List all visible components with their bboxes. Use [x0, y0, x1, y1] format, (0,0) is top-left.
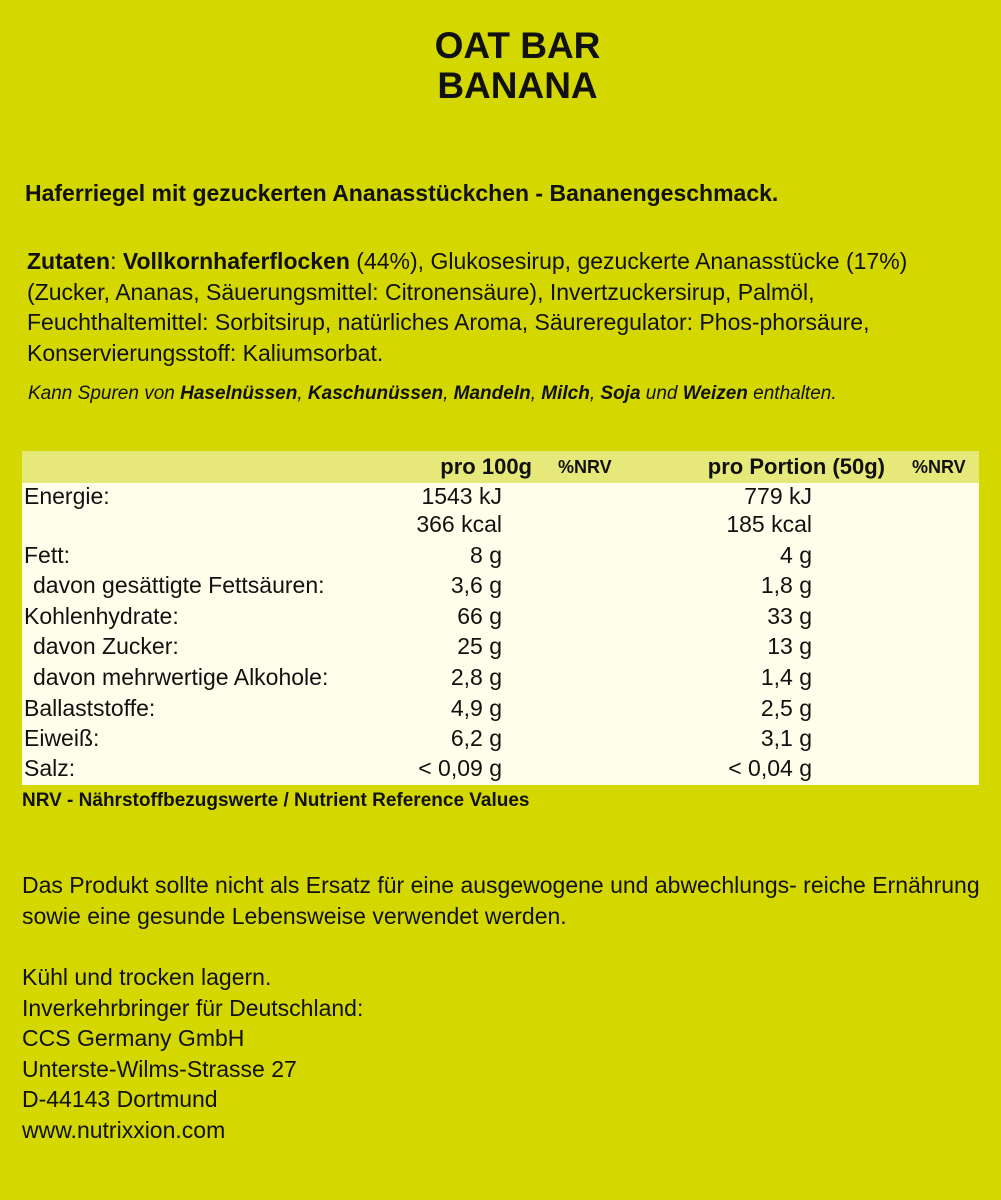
- title-line-2: BANANA: [437, 65, 598, 106]
- nutrient-label: davon Zucker:: [33, 633, 179, 659]
- value-per-100g: 3,6 g: [450, 572, 502, 598]
- ingredients-paragraph: [27, 246, 977, 368]
- allergen-separator: ,: [297, 383, 308, 404]
- company-name: CCS Germany GmbH: [22, 1025, 245, 1051]
- value-per-100g: 4,9 g: [450, 695, 502, 721]
- allergen-and: und: [640, 383, 683, 404]
- table-row: [22, 542, 979, 572]
- storage-instructions: Kühl und trocken lagern.: [22, 964, 272, 990]
- header-per-100g: pro 100g: [440, 454, 532, 479]
- value-per-portion: 779 kJ: [744, 483, 812, 509]
- website-url: www.nutrixxion.com: [22, 1116, 226, 1143]
- header-nrv-per-portion: %NRV: [912, 457, 966, 477]
- value-per-portion: 3,1 g: [760, 725, 812, 751]
- table-row: [22, 483, 979, 513]
- nutrient-label: Energie:: [24, 483, 110, 509]
- header-per-portion: pro Portion (50g): [707, 454, 885, 479]
- value-per-portion: < 0,04 g: [728, 755, 812, 781]
- nutrient-label: Fett:: [24, 542, 71, 568]
- table-row: [22, 664, 979, 694]
- header-nrv-per-100g: %NRV: [558, 457, 612, 477]
- title-line-1: OAT BAR: [434, 25, 601, 66]
- nutrition-table-header: [22, 451, 979, 483]
- allergen-item: Weizen: [682, 383, 748, 404]
- allergen-item: Kaschunüssen: [307, 383, 444, 404]
- product-title: [0, 26, 1001, 106]
- nutrition-table-body: [22, 483, 979, 785]
- allergen-separator: ,: [530, 383, 542, 404]
- allergen-notice: [28, 383, 998, 405]
- nutrient-label: Ballaststoffe:: [24, 695, 156, 721]
- allergen-separator: ,: [589, 383, 601, 404]
- value-per-100g: 25 g: [457, 633, 502, 659]
- allergen-suffix: enthalten.: [747, 383, 837, 404]
- product-description: Haferriegel mit gezuckerten Ananasstückchen - Bananengeschmack.: [25, 180, 779, 206]
- allergen-prefix: Kann Spuren von: [28, 383, 181, 404]
- nrv-footnote: NRV - Nährstoffbezugswerte / Nutrient Reference Values: [22, 790, 530, 811]
- table-row: [22, 572, 979, 602]
- nutrient-label: davon gesättigte Fettsäuren:: [33, 572, 325, 598]
- value-per-100g: 366 kcal: [416, 511, 502, 537]
- allergen-separator: ,: [443, 383, 454, 404]
- value-per-100g: 2,8 g: [450, 664, 502, 690]
- value-per-portion: 1,8 g: [760, 572, 812, 598]
- value-per-100g: 8 g: [470, 542, 502, 568]
- ingredients-colon: :: [110, 248, 123, 274]
- value-per-100g: 6,2 g: [450, 725, 502, 751]
- distributor-label: Inverkehrbringer für Deutschland:: [22, 994, 364, 1021]
- value-per-portion: 185 kcal: [726, 511, 812, 537]
- allergen-item: Mandeln: [453, 383, 531, 404]
- table-row: [22, 511, 979, 541]
- value-per-100g: 66 g: [457, 603, 502, 629]
- value-per-portion: 33 g: [767, 603, 812, 629]
- table-row: [22, 603, 979, 633]
- table-row: [22, 633, 979, 663]
- nutrient-label: Kohlenhydrate:: [24, 603, 179, 629]
- ingredients-label: Zutaten: [27, 248, 111, 274]
- storage-and-address: [22, 962, 363, 1145]
- disclaimer-text: Das Produkt sollte nicht als Ersatz für eine ausgewogene und abwechlungs- reiche Ernährung sowie eine gesunde Lebensweise verwendet werden.: [22, 872, 980, 929]
- nutrient-label: Salz:: [24, 755, 76, 781]
- main-ingredient: Vollkornhaferflocken: [122, 248, 350, 274]
- value-per-100g: < 0,09 g: [418, 755, 502, 781]
- value-per-portion: 13 g: [767, 633, 812, 659]
- nutrient-label: Eiweiß:: [24, 725, 100, 751]
- value-per-100g: 1543 kJ: [421, 483, 502, 509]
- nutrient-label: davon mehrwertige Alkohole:: [33, 664, 329, 690]
- value-per-portion: 1,4 g: [760, 664, 812, 690]
- ingredients-rest: (44%), Glukosesirup, gezuckerte Ananasstücke (17%) (Zucker, Ananas, Säuerungsmittel: Citronensäure), Invertzuckersirup, Palmöl, Feuchthaltemittel: Sorbitsirup, natürliches Aroma, Säureregulator: Phos-phorsäure, Konservierungsstoff: Kaliumsorbat.: [27, 248, 908, 366]
- value-per-portion: 2,5 g: [760, 695, 812, 721]
- street-address: Unterste-Wilms-Strasse 27: [22, 1055, 297, 1082]
- table-row: [22, 755, 979, 785]
- table-row: [22, 725, 979, 755]
- allergen-item: Soja: [600, 383, 641, 404]
- table-row: [22, 695, 979, 725]
- city-address: D-44143 Dortmund: [22, 1086, 218, 1112]
- value-per-portion: 4 g: [780, 542, 812, 568]
- allergen-item: Haselnüssen: [180, 383, 298, 404]
- allergen-item: Milch: [541, 383, 590, 404]
